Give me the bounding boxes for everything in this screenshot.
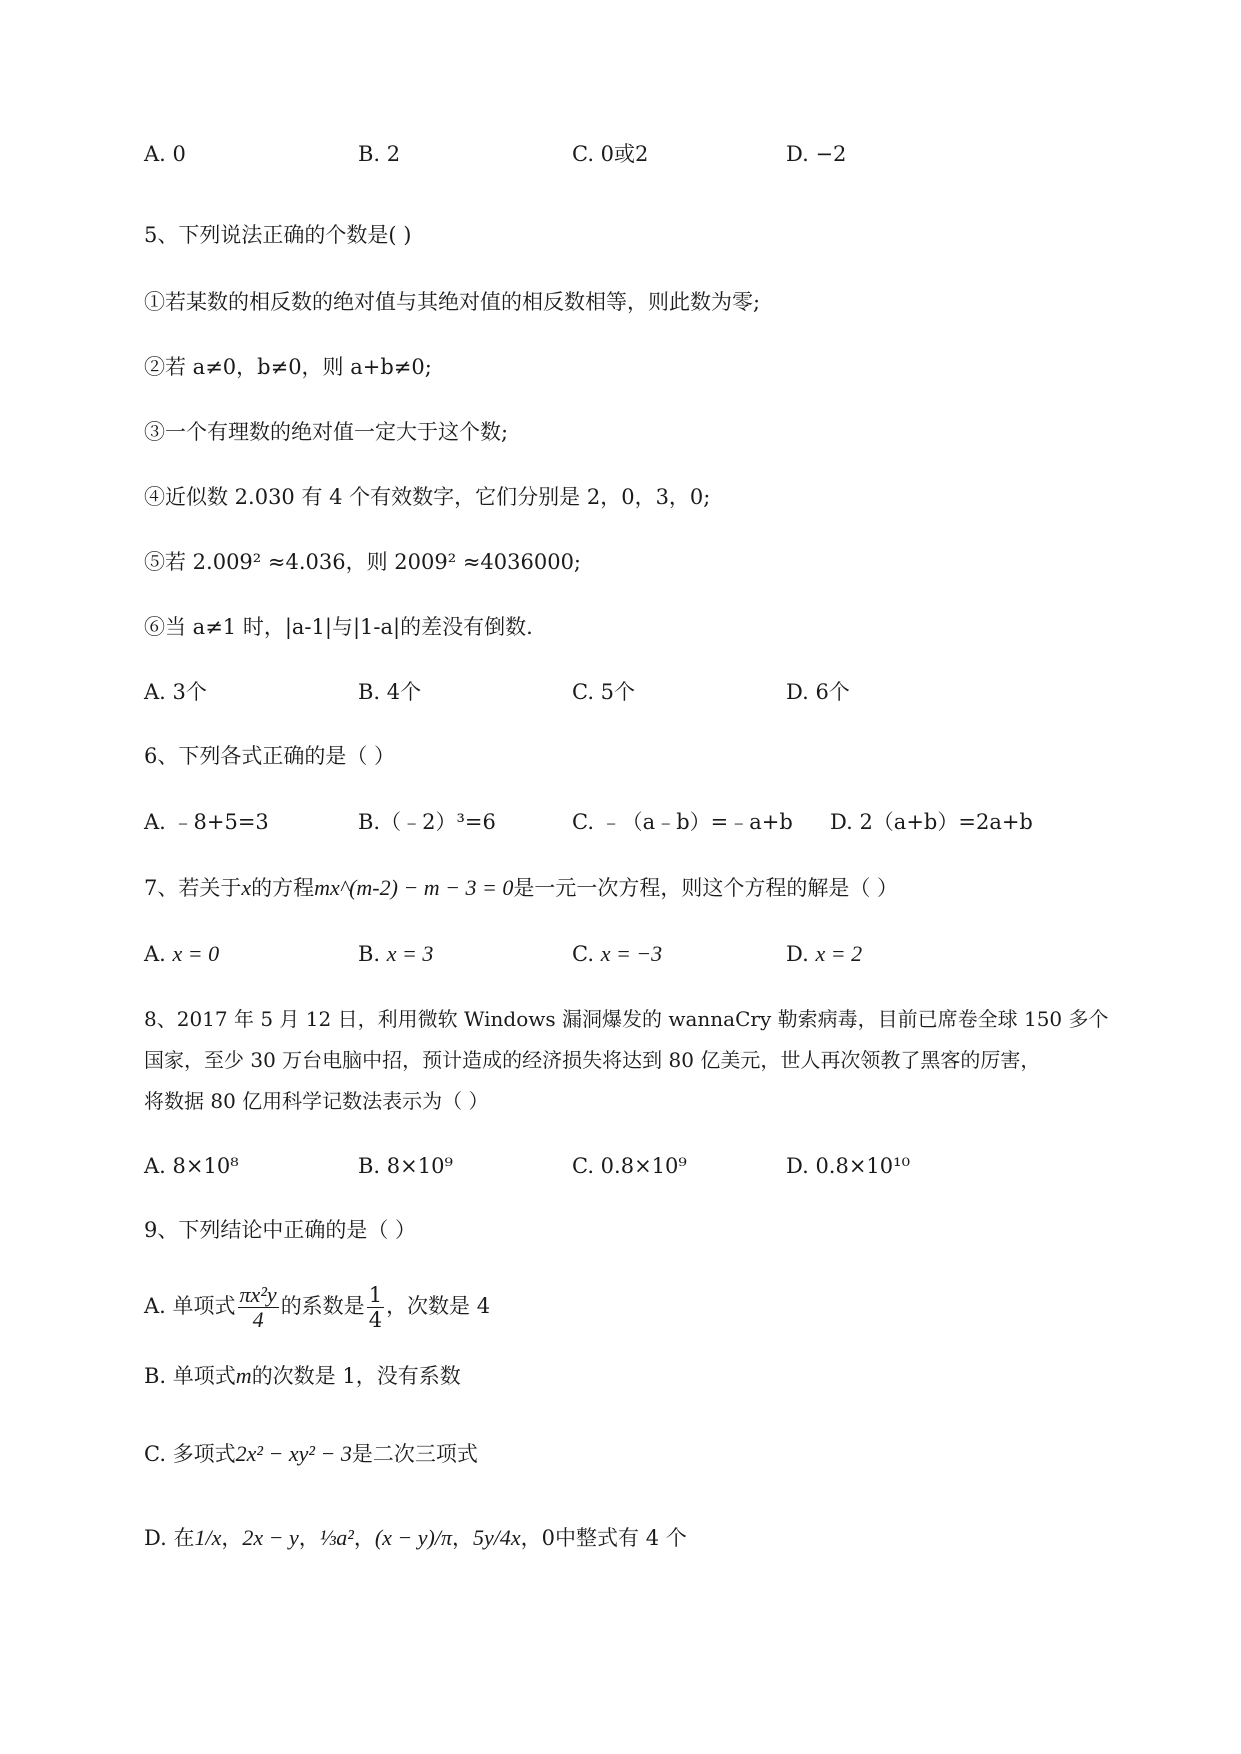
q5-option-c: C. 5个 — [572, 680, 636, 704]
q7-option-d-letter: D. — [786, 942, 809, 966]
q9-a-post: ，次数是 4 — [386, 1294, 491, 1318]
q9-a-denominator: 4 — [252, 1307, 264, 1332]
q7-variable: x — [241, 875, 252, 900]
q7-option-c-value: x = −3 — [600, 941, 663, 966]
q4-option-c: C. 0或2 — [572, 142, 649, 166]
q7-option-c — [572, 940, 662, 968]
q8-option-c: C. 0.8×10⁹ — [572, 1154, 687, 1178]
q6-stem: 6、下列各式正确的是（ ） — [144, 744, 396, 768]
q7-option-b-value: x = 3 — [386, 941, 434, 966]
q5-statement-4: ④近似数 2.030 有 4 个有效数字，它们分别是 2，0，3，0; — [144, 485, 711, 509]
q8-line-2: 国家，至少 30 万台电脑中招，预计造成的经济损失将达到 80 亿美元，世人再次领教了黑客的厉害， — [144, 1048, 1041, 1072]
q9-option-d: D. 在1/x，2x − y，⅓a²，(x − y)/π，5y/4x，0中整式有 4 个 — [144, 1525, 687, 1550]
q9-c-pre: C. 多项式 — [144, 1442, 236, 1466]
q9-b-post: 的次数是 1，没有系数 — [251, 1364, 461, 1388]
q7-option-a-value: x = 0 — [172, 941, 220, 966]
q7-stem — [144, 874, 898, 902]
q9-d-term-5: 5y/4x — [473, 1525, 521, 1550]
q5-statement-2: ②若 a≠0，b≠0，则 a+b≠0; — [144, 355, 432, 379]
q9-stem: 9、下列结论中正确的是（ ） — [144, 1218, 417, 1242]
q7-option-a — [144, 940, 219, 968]
q8-option-d: D. 0.8×10¹⁰ — [786, 1154, 910, 1178]
q9-option-c — [144, 1440, 478, 1468]
q9-option-b — [144, 1362, 461, 1390]
q9-a-coef-num: 1 — [368, 1283, 383, 1307]
q7-option-d — [786, 940, 862, 968]
q9-d-term-1: 1/x — [194, 1525, 222, 1550]
q6-option-a: A. ﹣8+5=3 — [144, 810, 269, 834]
q6-option-b: B.（﹣2）³=6 — [358, 810, 496, 834]
q9-a-coefficient-fraction — [367, 1283, 384, 1332]
q9-d-post: 中整式有 4 个 — [555, 1526, 687, 1550]
q7-stem-mid: 的方程 — [251, 876, 315, 900]
q7-equation: mx^(m-2) − m − 3 = 0 — [314, 875, 514, 900]
q7-option-c-letter: C. — [572, 942, 594, 966]
q7-stem-post: 是一元一次方程，则这个方程的解是（ ） — [513, 876, 899, 900]
q9-d-term-4: (x − y)/π — [374, 1525, 452, 1550]
q9-a-coef-den: 4 — [368, 1308, 383, 1332]
q5-option-d: D. 6个 — [786, 680, 850, 704]
q5-option-a: A. 3个 — [144, 680, 207, 704]
q9-c-expression: 2x² − xy² − 3 — [235, 1441, 352, 1466]
q8-option-b: B. 8×10⁹ — [358, 1154, 453, 1178]
q7-option-b — [358, 940, 433, 968]
q5-statement-5: ⑤若 2.009² ≈4.036，则 2009² ≈4036000; — [144, 550, 582, 574]
q7-option-a-letter: A. — [144, 942, 166, 966]
q9-c-post: 是二次三项式 — [351, 1442, 478, 1466]
q9-b-variable: m — [235, 1363, 252, 1388]
q5-option-b: B. 4个 — [358, 680, 422, 704]
q9-d-pre: D. 在 — [144, 1526, 195, 1550]
q9-b-pre: B. 单项式 — [144, 1364, 236, 1388]
q5-statement-1: ①若某数的相反数的绝对值与其绝对值的相反数相等，则此数为零; — [144, 290, 761, 314]
q7-option-b-letter: B. — [358, 942, 381, 966]
q4-option-d: D. −2 — [786, 142, 847, 166]
q9-a-mid: 的系数是 — [280, 1294, 365, 1318]
q6-option-d: D. 2（a+b）=2a+b — [830, 810, 1033, 834]
q6-option-c: C. ﹣（a﹣b）=﹣a+b — [572, 810, 793, 834]
q4-option-b: B. 2 — [358, 142, 401, 166]
q9-a-pre: A. 单项式 — [144, 1294, 236, 1318]
q5-statement-3: ③一个有理数的绝对值一定大于这个数; — [144, 420, 509, 444]
q9-a-monomial-fraction — [238, 1283, 279, 1332]
q9-option-a — [144, 1280, 490, 1332]
q5-stem: 5、下列说法正确的个数是( ) — [144, 223, 412, 247]
q5-statement-6: ⑥当 a≠1 时，|a-1|与|1-a|的差没有倒数. — [144, 615, 533, 639]
q8-line-1: 8、2017 年 5 月 12 日，利用微软 Windows 漏洞爆发的 wannaCry 勒索病毒，目前已席卷全球 150 多个 — [144, 1007, 1109, 1031]
q9-a-numerator: πx²y — [239, 1282, 277, 1307]
q8-option-a: A. 8×10⁸ — [144, 1154, 239, 1178]
q7-stem-pre: 7、若关于 — [144, 876, 242, 900]
q4-option-a: A. 0 — [144, 142, 186, 166]
q9-d-term-2: 2x − y — [242, 1525, 299, 1550]
q8-line-3: 将数据 80 亿用科学记数法表示为（ ） — [144, 1089, 489, 1113]
q9-d-term-3: ⅓a² — [319, 1525, 354, 1550]
q7-option-d-value: x = 2 — [815, 941, 863, 966]
q9-d-term-6: 0 — [541, 1526, 556, 1550]
